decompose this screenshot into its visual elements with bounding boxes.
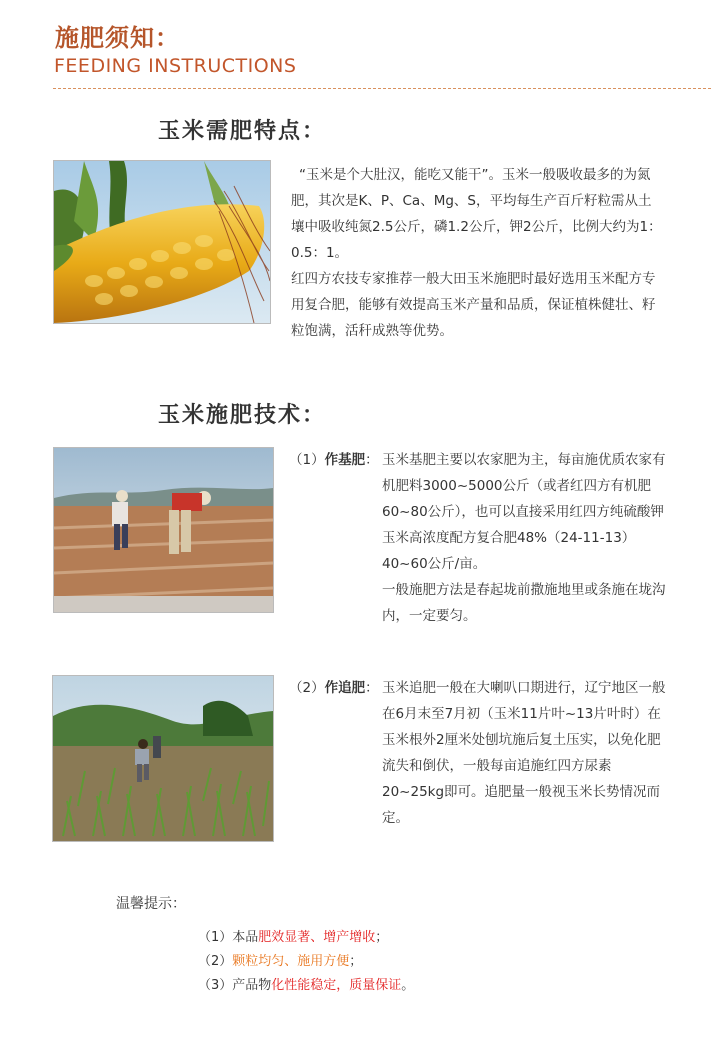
cornfield-worker-photo-icon (53, 676, 273, 841)
page-subtitle: FEEDING INSTRUCTIONS (54, 55, 297, 77)
tip-item-3 (198, 974, 414, 993)
top-dressing-heading (289, 675, 379, 701)
tip-item-1 (198, 926, 388, 945)
tip-2-suffix: ； (349, 954, 363, 969)
tip-3-suffix: 。 (401, 978, 415, 993)
base-fertilizer-method: 一般施肥方法是春起垅前撒施地里或条施在垅沟内，一定要匀。 (382, 582, 666, 624)
corn-needs-paragraph-2: 红四方农技专家推荐一般大田玉米施肥时最好选用玉米配方专用复合肥，能够有效提高玉米产量和品质，保证植株健壮、籽粒饱满，活秆成熟等优势。 (291, 271, 656, 339)
base-fertilizer-label: 作基肥 (324, 452, 366, 468)
header-divider (53, 88, 711, 89)
farmers-fertilizing-photo-icon (54, 448, 273, 612)
page-title: 施肥须知： (55, 24, 180, 52)
base-fertilizer-heading (289, 447, 379, 473)
tip-2-prefix: （2） (198, 954, 233, 969)
tip-1-highlight: 肥效显著、增产增收 (258, 930, 376, 945)
top-dressing-label: 作追肥 (324, 680, 366, 696)
tip-2-highlight: 颗粒均匀、施用方便 (232, 954, 350, 969)
tips-title: 温馨提示： (116, 896, 186, 912)
section-title-corn-needs: 玉米需肥特点： (158, 119, 327, 144)
section-title-fertilizing-tech: 玉米施肥技术： (158, 403, 327, 428)
cornfield-worker-photo (52, 675, 274, 842)
tip-3-prefix: （3）产品物 (198, 978, 272, 993)
tip-3-highlight: 化性能稳定，质量保证 (271, 978, 402, 993)
tip-1-suffix: ； (375, 930, 389, 945)
corn-cob-photo-icon (54, 161, 270, 323)
top-dressing-colon: ： (365, 680, 379, 696)
corn-needs-paragraph-1 (291, 162, 663, 266)
base-fertilizer-item (289, 447, 669, 629)
base-fertilizer-text: 玉米基肥主要以农家肥为主，每亩施优质农家有机肥料3000~5000公斤（或者红四方有机肥60~80公斤），也可以直接采用红四方纯硫酸钾玉米高浓度配方复合肥48%（24-11-13）40~60公斤/亩。 (382, 452, 666, 572)
top-dressing-item (289, 675, 669, 831)
tip-item-2 (198, 950, 362, 969)
base-fertilizer-prefix: （1） (289, 452, 325, 468)
base-fertilizer-colon: ： (365, 452, 379, 468)
top-dressing-prefix: （2） (289, 680, 325, 696)
corn-needs-text-1: “玉米是个大肚汉，能吃又能干”。玉米一般吸收最多的为氮肥，其次是K、P、Ca、Mg、S，平均每生产百斤籽粒需从土壤中吸收纯氮2.5公斤，磷1.2公斤，钾2公斤，比例大约为1：0.5：1。 (291, 167, 662, 261)
farmers-fertilizing-photo (53, 447, 274, 613)
tip-1-prefix: （1）本品 (198, 930, 259, 945)
top-dressing-text: 玉米追肥一般在大喇叭口期进行，辽宁地区一般在6月末至7月初（玉米11片叶~13片叶时）在玉米根外2厘米处刨坑施后复土压实，以免化肥流失和倒伏，一般每亩追施红四方尿素20~25kg即可。追肥量一般视玉米长势情况而定。 (382, 680, 666, 826)
corn-cob-photo (53, 160, 271, 324)
